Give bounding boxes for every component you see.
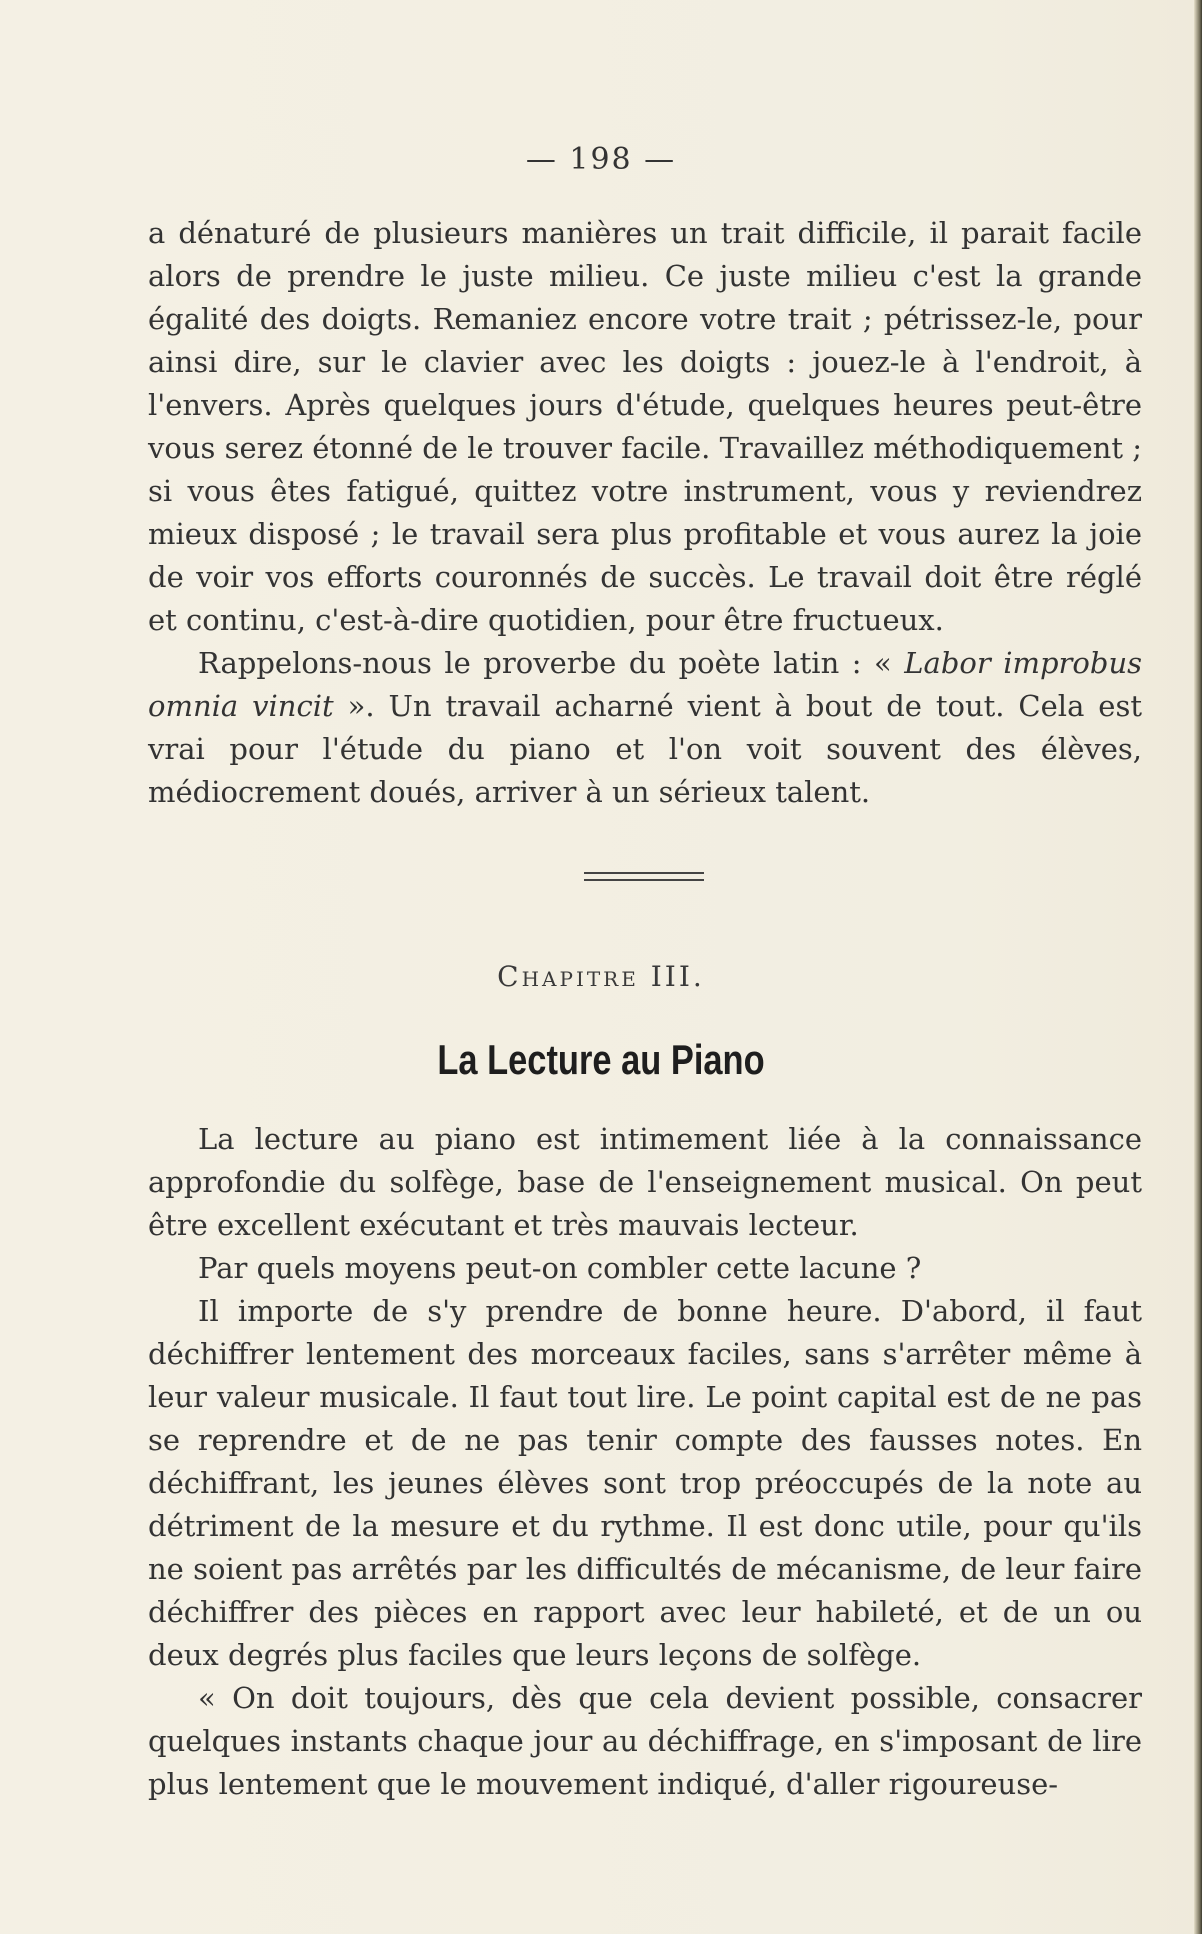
- section-2-text: [148, 1118, 1142, 1806]
- paragraph-method: Il importe de s'y prendre de bonne heure. D'abord, il faut déchiffrer lentement des morceaux faciles, sans s'arrêter même à leur valeur musicale. Il faut tout lire. Le point capital est de ne pas se reprendre et de ne pas tenir compte des fausses notes. En déchiffrant, les jeunes élèves sont trop préoccupés de la note au détriment de la mesure et du rythme. Il est donc utile, pour qu'ils ne soient pas arrêtés par les difficultés de mécanisme, de leur faire déchiffrer des pièces en rapport avec leur habileté, et de un ou deux degrés plus faciles que leurs leçons de solfège.: [148, 1294, 1142, 1672]
- paragraph-continuation: a dénaturé de plusieurs manières un trait difficile, il parait facile alors de prendre le juste milieu. Ce juste milieu c'est la grande égalité des doigts. Remaniez encore votre trait ; pétrissez-le, pour ainsi dire, sur le clavier avec les doigts : jouez-le à l'endroit, à l'envers. Après quelques jours d'étude, quelques heures peut-être vous serez étonné de le trouver facile. Travaillez méthodiquement ; si vous êtes fatigué, quittez votre instrument, vous y reviendrez mieux disposé ; le travail sera plus profitable et vous aurez la joie de voir vos efforts couronnés de succès. Le travail doit être réglé et continu, c'est-à-dire quotidien, pour être fructueux.: [148, 216, 1142, 637]
- latin-proverb: Labor improbus omnia vincit: [148, 646, 1143, 723]
- paragraph-proverb: [148, 642, 1142, 814]
- chapter-label: Chapitre III.: [497, 960, 705, 993]
- proverb-explanation: ». Un travail acharné vient à bout de tout. Cela est vrai pour l'étude du piano et l'on voit souvent des élèves, médiocrement doués, arriver à un sérieux talent.: [148, 689, 1142, 809]
- section-divider-line-bottom: [584, 879, 704, 881]
- page-number: — 198 —: [525, 142, 677, 177]
- paragraph-quote: « On doit toujours, dès que cela devient possible, consacrer quelques instants chaque jour au déchiffrage, en s'imposant de lire plus lentement que le mouvement indiqué, d'aller rigoureuse-: [148, 1681, 1142, 1801]
- section-1-text: [148, 212, 1142, 814]
- chapter-title: La Lecture au Piano: [437, 1036, 765, 1083]
- section-divider-line-top: [584, 872, 704, 874]
- paragraph-question: Par quels moyens peut-on combler cette lacune ?: [198, 1251, 922, 1285]
- paragraph-reading-intro: La lecture au piano est intimement liée à la connaissance approfondie du solfège, base de l'enseignement musical. On peut être excellent exécutant et très mauvais lecteur.: [148, 1122, 1142, 1242]
- proverb-intro: Rappelons-nous le proverbe du poète latin : «: [198, 646, 905, 680]
